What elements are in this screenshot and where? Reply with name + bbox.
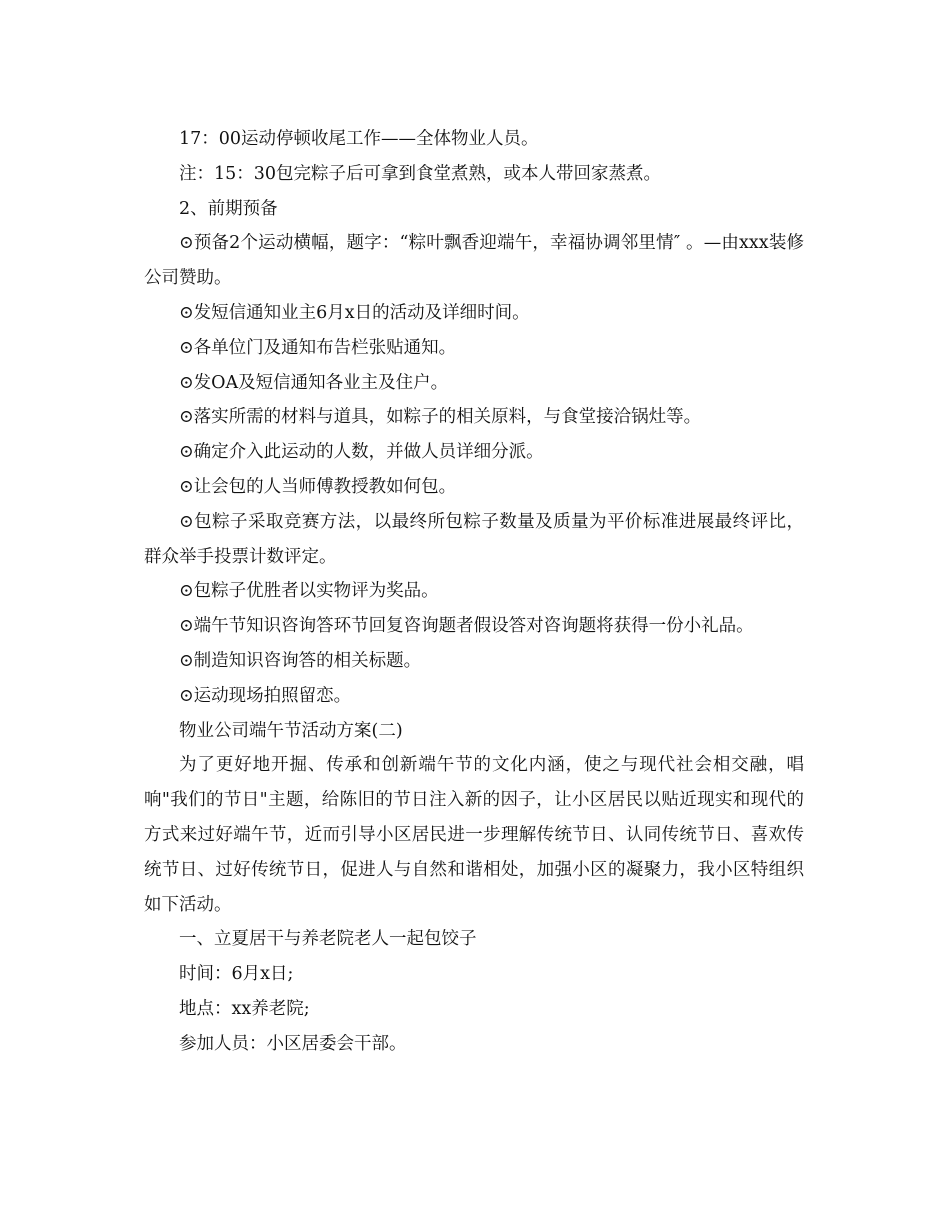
document-body <box>144 122 804 1062</box>
list-item: ⊙让会包的人当师傅教授教如何包。 <box>179 476 457 497</box>
list-item: ⊙制造知识咨询答的相关标题。 <box>179 650 422 671</box>
paragraph: 17：00运动停顿收尾工作——全体物业人员。 <box>179 129 539 149</box>
section-heading: 2、前期预备 <box>179 198 278 219</box>
section-title: 物业公司端午节活动方案(二) <box>179 720 403 741</box>
list-item: ⊙包粽子采取竞赛方法，以最终所包粽子数量及质量为平价标准进展最终评比，群众举手投票计数评定。 <box>144 511 804 567</box>
list-item: ⊙落实所需的材料与道具，如粽子的相关原料，与食堂接洽锅灶等。 <box>179 407 702 428</box>
paragraph: 为了更好地开掘、传承和创新端午节的文化内涵，使之与现代社会相交融，唱响"我们的节日"主题，给陈旧的节日注入新的因子，让小区居民以贴近现实和现代的方式来过好端午节，近而引导小区居民进一步理解传统节日、认同传统节日、喜欢传统节日、过好传统节日，促进人与自然和谐相处，加强小区的凝聚力，我小区特组织如下活动。 <box>144 755 804 915</box>
list-item: ⊙运动现场拍照留恋。 <box>179 685 352 706</box>
paragraph: 时间：6月x日; <box>179 964 294 985</box>
list-item: ⊙端午节知识咨询答环节回复咨询题者假设答对咨询题将获得一份小礼品。 <box>179 616 754 637</box>
list-item: ⊙发短信通知业主6月x日的活动及详细时间。 <box>179 302 530 323</box>
paragraph: 参加人员：小区居委会干部。 <box>179 1033 407 1054</box>
list-item: ⊙发OA及短信通知各业主及住户。 <box>179 372 449 393</box>
list-item: ⊙包粽子优胜者以实物评为奖品。 <box>179 581 439 602</box>
section-heading: 一、立夏居干与养老院老人一起包饺子 <box>179 929 477 950</box>
list-item: ⊙预备2个运动横幅，题字：“粽叶飘香迎端午，幸福协调邻里情″ 。—由xxx装修公司赞助。 <box>144 233 804 289</box>
paragraph: 地点：xx养老院; <box>179 998 310 1019</box>
paragraph: 注：15：30包完粽子后可拿到食堂煮熟，或本人带回家蒸煮。 <box>179 163 662 184</box>
list-item: ⊙各单位门及通知布告栏张贴通知。 <box>179 337 457 358</box>
list-item: ⊙确定介入此运动的人数，并做人员详细分派。 <box>179 442 544 463</box>
